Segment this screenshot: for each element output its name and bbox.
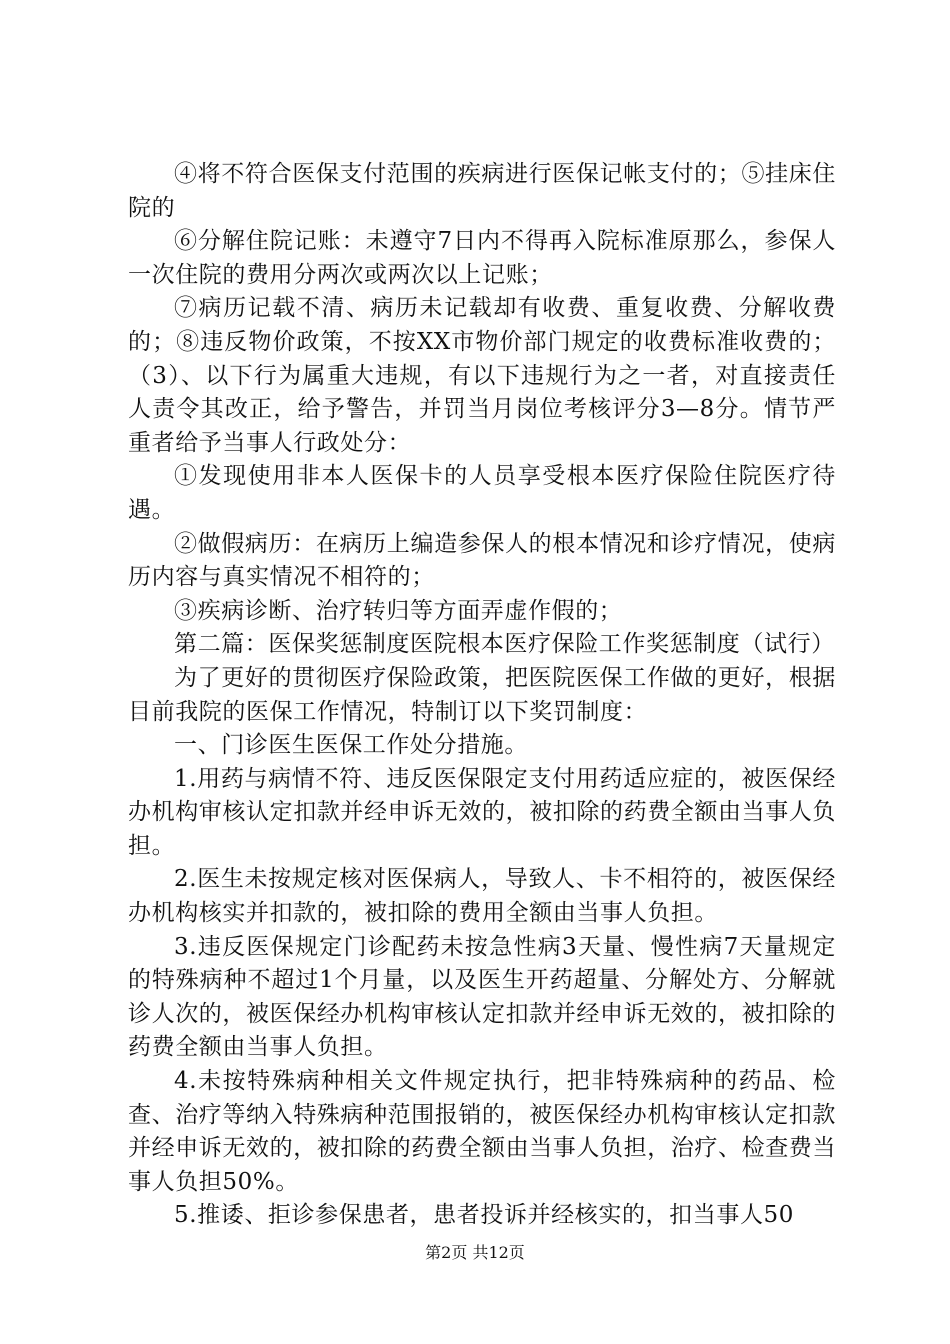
page-number-label: 第2页 共12页	[425, 1243, 525, 1262]
paragraph-8: 为了更好的贯彻医疗保险政策，把医院医保工作做的更好，根据目前我院的医保工作情况，特制订以下奖罚制度：	[128, 664, 836, 725]
paragraph-3: ⑦病历记载不清、病历未记载却有收费、重复收费、分解收费的；⑧违反物价政策，不按XX市物价部门规定的收费标准收费的；（3）、以下行为属重大违规，有以下违规行为之一者，对直接责任人责令其改正，给予警告，并罚当月岗位考核评分3—8分。情节严重者给予当事人行政处分：	[128, 295, 836, 456]
list-item-1: 1.用药与病情不符、违反医保限定支付用药适应症的，被医保经办机构审核认定扣款并经申诉无效的，被扣除的药费全额由当事人负担。	[128, 765, 836, 859]
page-footer	[0, 1242, 950, 1264]
paragraph-2: ⑥分解住院记账：未遵守7日内不得再入院标准原那么，参保人一次住院的费用分两次或两次以上记账；	[128, 228, 836, 288]
subsection-heading: 一、门诊医生医保工作处分措施。	[174, 732, 528, 759]
list-item-4: 4.未按特殊病种相关文件规定执行，把非特殊病种的药品、检查、治疗等纳入特殊病种范围报销的，被医保经办机构审核认定扣款并经申诉无效的，被扣除的药费全额由当事人负担，治疗、检查费当事人负担50%。	[128, 1068, 836, 1195]
list-item-3: 3.违反医保规定门诊配药未按急性病3天量、慢性病7天量规定的特殊病种不超过1个月量，以及医生开药超量、分解处方、分解就诊人次的，被医保经办机构审核认定扣款并经申诉无效的，被扣除的药费全额由当事人负担。	[128, 933, 836, 1061]
list-item-2: 2.医生未按规定核对医保病人，导致人、卡不相符的，被医保经办机构核实并扣款的，被扣除的费用全额由当事人负担。	[128, 866, 836, 927]
paragraph-6: ③疾病诊断、治疗转归等方面弄虚作假的；	[174, 597, 623, 624]
paragraph-4: ①发现使用非本人医保卡的人员享受根本医疗保险住院医疗待遇。	[128, 463, 836, 523]
section-heading: 第二篇：医保奖惩制度医院根本医疗保险工作奖惩制度（试行）	[174, 631, 835, 658]
document-body	[128, 158, 836, 1233]
paragraph-1: ④将不符合医保支付范围的疾病进行医保记帐支付的；⑤挂床住院的	[128, 161, 836, 221]
paragraph-5: ②做假病历：在病历上编造参保人的根本情况和诊疗情况，使病历内容与真实情况不相符的；	[128, 530, 836, 591]
list-item-5: 5.推诿、拒诊参保患者，患者投诉并经核实的，扣当事人50	[174, 1202, 795, 1229]
